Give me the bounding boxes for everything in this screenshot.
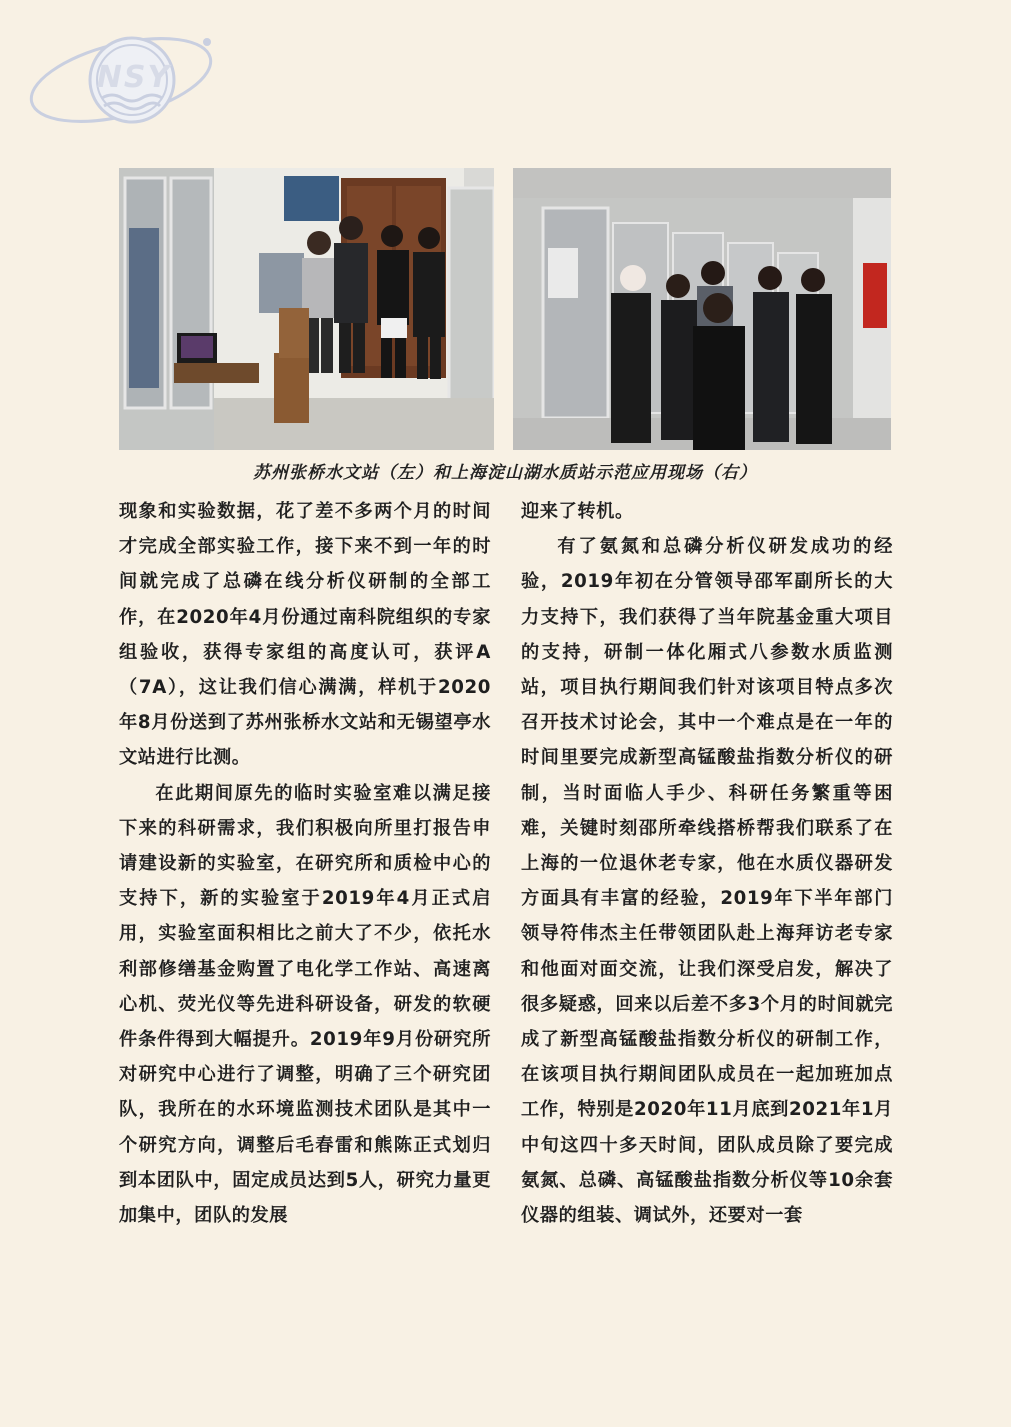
photo-suzhou-station: [119, 168, 494, 450]
nsy-logo: [24, 20, 219, 140]
logo-text: NSY: [96, 60, 172, 95]
left-column: [119, 494, 491, 1233]
left-paragraph-1: 现象和实验数据，花了差不多两个月的时间才完成全部实验工作，接下来不到一年的时间就完成了总磷在线分析仪研制的全部工作，在2020年4月份通过南科院组织的专家组验收，获得专家组的高度认可，获评A（7A），这让我们信心满满，样机于2020年8月份送到了苏州张桥水文站和无锡望亭水文站进行比测。: [119, 501, 491, 769]
right-column: [521, 494, 893, 1233]
right-paragraph-2: 有了氨氮和总磷分析仪研发成功的经验，2019年初在分管领导邵军副所长的大力支持下，我们获得了当年院基金重大项目的支持，研制一体化厢式八参数水质监测站，项目执行期间我们针对该项目特点多次召开技术讨论会，其中一个难点是在一年的时间里要完成新型高锰酸盐指数分析仪的研制，当时面临人手少、科研任务繁重等困难，关键时刻邵所牵线搭桥帮我们联系了在上海的一位退休老专家，他在水质仪器研发方面具有丰富的经验，2019年下半年部门领导符伟杰主任带领团队赴上海拜访老专家和他面对面交流，让我们深受启发，解决了很多疑惑，回来以后差不多3个月的时间就完成了新型高锰酸盐指数分析仪的研制工作，在该项目执行期间团队成员在一起加班加点工作，特别是2020年11月底到2021年1月中旬这四十多天时间，团队成员除了要完成氨氮、总磷、高锰酸盐指数分析仪等10余套仪器的组装、调试外，还要对一套: [521, 536, 893, 1227]
right-paragraph-1: 迎来了转机。: [521, 501, 634, 522]
left-paragraph-2: 在此期间原先的临时实验室难以满足接下来的科研需求，我们积极向所里打报告申请建设新的实验室，在研究所和质检中心的支持下，新的实验室于2019年4月正式启用，实验室面积相比之前大了不少，依托水利部修缮基金购置了电化学工作站、高速离心机、荧光仪等先进科研设备，研发的软硬件条件得到大幅提升。2019年9月份研究所对研究中心进行了调整，明确了三个研究团队，我所在的水环境监测技术团队是其中一个研究方向，调整后毛春雷和熊陈正式划归到本团队中，固定成员达到5人，研究力量更加集中，团队的发展: [119, 782, 491, 1227]
photo-caption: 苏州张桥水文站（左）和上海淀山湖水质站示范应用现场（右）: [253, 463, 757, 483]
photo-shanghai-station: [513, 168, 891, 450]
